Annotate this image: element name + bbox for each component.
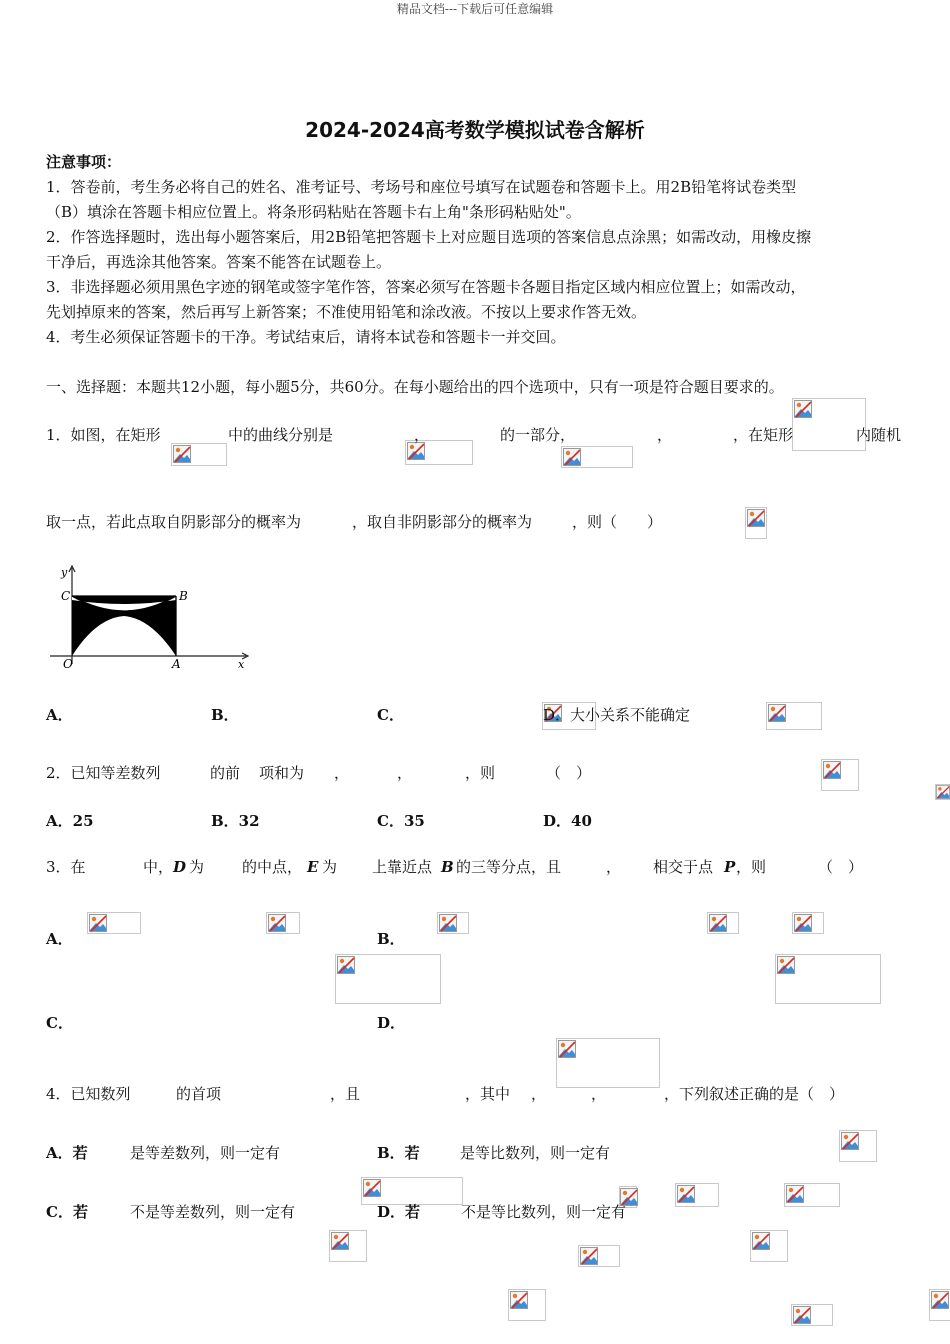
q1-option-b: B． <box>211 706 239 724</box>
note-line: 1．答卷前，考生务必将自己的姓名、准考证号、考场号和座位号填写在试题卷和答题卡上。用2B铅笔将试卷类型 <box>46 178 797 196</box>
formula-image <box>561 446 633 468</box>
q4-text: ， <box>531 1085 547 1103</box>
q2-option-c: C．35 <box>377 812 425 830</box>
q3-point-e: E <box>307 858 319 876</box>
document-title: 2024-2024高考数学模拟试卷含解析 <box>305 118 645 142</box>
q1-text: 取一点，若此点取自阴影部分的概率为 <box>46 513 302 531</box>
broken-image-icon <box>823 761 841 779</box>
formula-image <box>792 912 824 934</box>
q3-option-a: A． <box>46 930 73 948</box>
q2-text: ， <box>334 764 350 782</box>
q4-option-d-text: 不是等比数列，则一定有 <box>461 1203 627 1221</box>
note-line: 4．考生必须保证答题卡的干净。考试结束后，请将本试卷和答题卡一并交回。 <box>46 328 566 346</box>
q3-text: 为 <box>322 858 338 876</box>
formula-image <box>508 1289 546 1321</box>
q1-text: ， <box>414 426 430 444</box>
label-a: A <box>172 657 181 671</box>
notes-heading: 注意事项： <box>46 153 122 171</box>
q4-text: ， <box>591 1085 607 1103</box>
formula-image <box>437 912 469 934</box>
broken-image-icon <box>931 1291 949 1309</box>
q2-option-b: B．32 <box>211 812 260 830</box>
broken-image-icon <box>173 445 191 463</box>
formula-image <box>556 1038 660 1088</box>
q4-text: 的首项 <box>176 1085 222 1103</box>
q3-point-p: P <box>724 858 736 876</box>
q3-text: 为 <box>189 858 205 876</box>
broken-image-icon <box>439 914 457 932</box>
q2-text: 2．已知等差数列 <box>46 764 161 782</box>
q1-text: ，则（ ） <box>572 513 663 531</box>
q2-text: ， <box>397 764 413 782</box>
formula-image <box>335 954 441 1004</box>
q3-option-d: D． <box>377 1014 406 1032</box>
label-y: y <box>61 566 68 579</box>
broken-image-icon <box>331 1232 349 1250</box>
label-x: x <box>238 658 245 671</box>
formula-image <box>707 912 739 934</box>
formula-image <box>578 1245 620 1267</box>
q4-option-d-lead: D．若 <box>377 1203 421 1221</box>
formula-image <box>745 507 767 539</box>
q1-text: 的一部分， <box>500 426 576 444</box>
formula-image <box>766 702 822 730</box>
formula-image <box>675 1183 719 1207</box>
q3-point-d: D <box>173 858 187 876</box>
q3-text: 的三等分点，且 <box>456 858 562 876</box>
formula-image <box>791 1304 833 1326</box>
q1-option-c: C． <box>377 706 404 724</box>
q3-option-c: C． <box>46 1014 73 1032</box>
q3-text: 中， <box>143 858 174 876</box>
q1-text: ， <box>657 426 673 444</box>
note-line: 干净后，再选涂其他答案。答案不能答在试题卷上。 <box>46 253 392 271</box>
broken-image-icon <box>363 1179 381 1197</box>
formula-image <box>775 954 881 1004</box>
note-line: （B）填涂在答题卡相应位置上。将条形码粘贴在答题卡右上角"条形码粘贴处"。 <box>46 203 581 221</box>
formula-image <box>929 1289 950 1321</box>
label-c: C <box>61 589 71 603</box>
q4-option-b <box>377 1143 420 1163</box>
broken-image-icon <box>936 785 950 799</box>
q4-option-a <box>46 1143 88 1163</box>
formula-image <box>171 443 227 466</box>
q4-option-c-lead: C．若 <box>46 1203 88 1221</box>
q3-text: 的中点， <box>242 858 303 876</box>
q1-figure <box>46 560 256 675</box>
q2-text: （ ） <box>546 764 592 782</box>
broken-image-icon <box>752 1232 770 1250</box>
q4-text: ，且 <box>330 1085 361 1103</box>
broken-image-icon <box>786 1185 804 1203</box>
broken-image-icon <box>747 509 765 527</box>
q2-option-d: D．40 <box>543 812 592 830</box>
note-line: 2．作答选择题时，选出每小题答案后，用2B铅笔把答题卡上对应题目选项的答案信息点涂黑；如需改动，用橡皮擦 <box>46 228 812 246</box>
broken-image-icon <box>793 1306 811 1324</box>
q1-text: ，取自非阴影部分的概率为 <box>352 513 533 531</box>
label-b: B <box>179 589 188 603</box>
q2-text: ，则 <box>465 764 496 782</box>
q3-text: ， <box>606 858 622 876</box>
q4-option-a-lead: A．若 <box>46 1144 88 1162</box>
q2-option-a: A．25 <box>46 812 94 830</box>
formula-image <box>361 1177 463 1205</box>
q3-point-b: B <box>441 858 454 876</box>
formula-image <box>87 912 141 934</box>
q1-text: 中的曲线分别是 <box>228 426 334 444</box>
page-header: 精品文档---下载后可任意编辑 <box>396 2 554 16</box>
broken-image-icon <box>768 704 786 722</box>
q4-option-c <box>46 1202 88 1222</box>
q1-text: 内随机 <box>856 426 902 444</box>
section-heading: 一、选择题：本题共12小题，每小题5分，共60分。在每小题给出的四个选项中，只有一项是符合题目要求的。 <box>46 378 784 396</box>
q3-text: 3．在 <box>46 858 86 876</box>
q4-text: ，下列叙述正确的是（ ） <box>664 1085 845 1103</box>
broken-image-icon <box>337 956 355 974</box>
formula-image <box>266 912 300 934</box>
q3-text: ，则 <box>736 858 767 876</box>
broken-image-icon <box>558 1040 576 1058</box>
broken-image-icon <box>794 400 812 418</box>
formula-image <box>839 1130 877 1162</box>
q4-option-c-text: 不是等差数列，则一定有 <box>130 1203 296 1221</box>
broken-image-icon <box>510 1291 528 1309</box>
q1-text: ，在矩形 <box>733 426 794 444</box>
q4-text: 4．已知数列 <box>46 1085 131 1103</box>
formula-image <box>821 759 859 791</box>
q4-option-b-lead: B．若 <box>377 1144 420 1162</box>
note-line: 3．非选择题必须用黑色字迹的钢笔或签字笔作答，答案必须写在答题卡各题目指定区域内相应位置上；如需改动， <box>46 278 806 296</box>
label-o: O <box>63 657 73 671</box>
q3-text: 上靠近点 <box>372 858 433 876</box>
formula-image <box>935 784 950 800</box>
q4-option-b-text: 是等比数列，则一定有 <box>460 1144 611 1162</box>
broken-image-icon <box>709 914 727 932</box>
formula-image <box>329 1230 367 1262</box>
q4-option-a-text: 是等差数列，则一定有 <box>130 1144 281 1162</box>
broken-image-icon <box>777 956 795 974</box>
q3-text: （ ） <box>818 858 864 876</box>
broken-image-icon <box>794 914 812 932</box>
q4-option-d <box>377 1202 420 1222</box>
broken-image-icon <box>563 448 581 466</box>
broken-image-icon <box>677 1185 695 1203</box>
broken-image-icon <box>268 914 286 932</box>
q1-option-a: A． <box>46 706 73 724</box>
q1-option-d: D．大小关系不能确定 <box>543 706 691 724</box>
broken-image-icon <box>841 1132 859 1150</box>
formula-image <box>750 1230 788 1262</box>
broken-image-icon <box>89 914 107 932</box>
q3-option-b: B． <box>377 930 405 948</box>
q2-text: 项和为 <box>259 764 305 782</box>
q1-text: 1．如图，在矩形 <box>46 426 161 444</box>
q4-text: ，其中 <box>465 1085 511 1103</box>
note-line: 先划掉原来的答案，然后再写上新答案；不准使用铅笔和涂改液。不按以上要求作答无效。 <box>46 303 647 321</box>
formula-image <box>784 1183 840 1207</box>
broken-image-icon <box>580 1247 598 1265</box>
q3-text: 相交于点 <box>653 858 714 876</box>
q2-text: 的前 <box>210 764 241 782</box>
